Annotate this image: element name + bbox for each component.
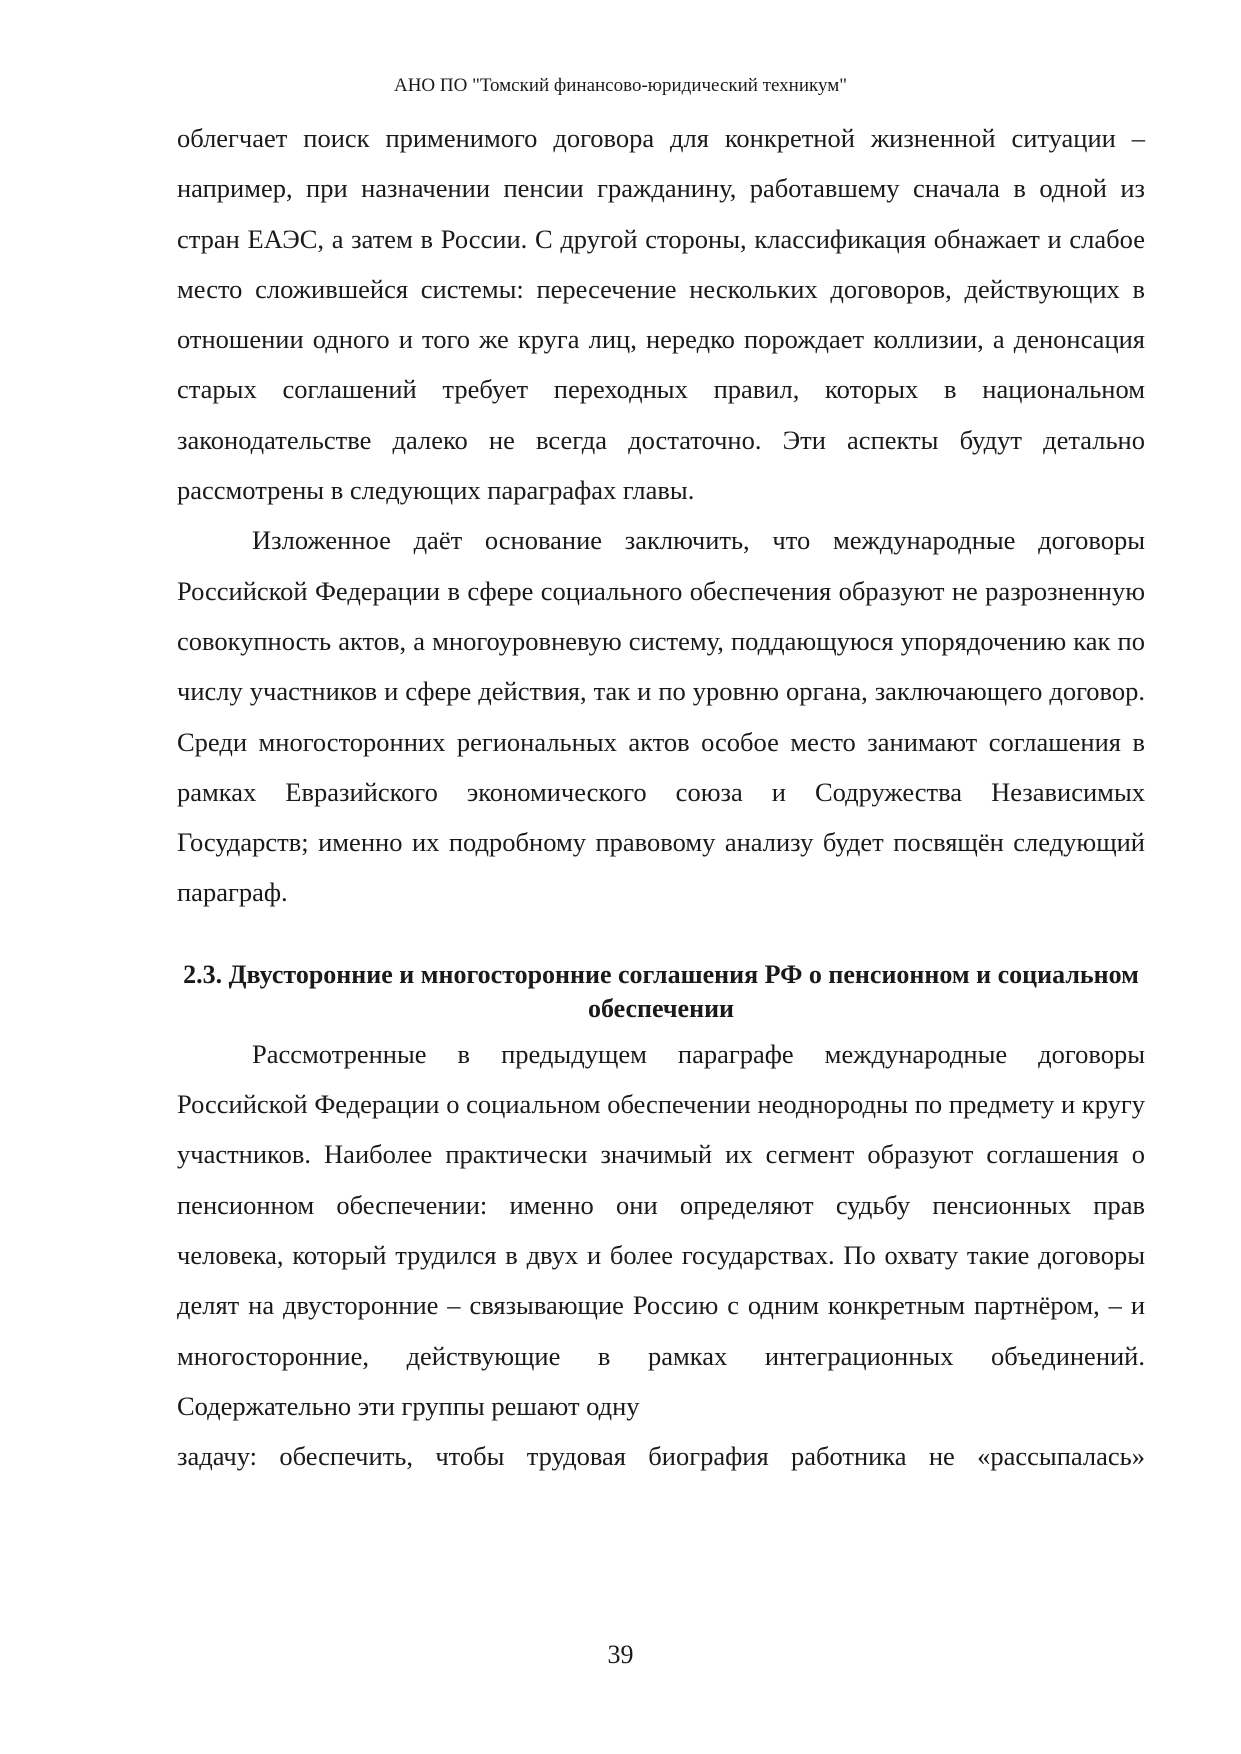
- body-paragraph-continued: задачу: обеспечить, чтобы трудовая биография работника не «рассыпалась»: [177, 1441, 1145, 1472]
- body-paragraph: облегчает поиск применимого договора для конкретной жизненной ситуации – например, при назначении пенсии гражданину, работавшему сначала в одной из стран ЕАЭС, а затем в России. С другой стороны, классификация обнажает и слабое место сложившейся системы: пересечение нескольких договоров, действующих в отношении одного и того же круга лиц, нередко порождает коллизии, а денонсация старых соглашений требует переходных правил, которых в национальном законодательстве далеко не всегда достаточно. Эти аспекты будут детально рассмотрены в следующих параграфах главы.: [177, 123, 1145, 506]
- page-number: 39: [607, 1640, 634, 1669]
- running-header: АНО ПО "Томский финансово-юридический техникум": [393, 75, 848, 96]
- section-heading: 2.3. Двусторонние и многосторонние соглашения РФ о пенсионном и социальном обеспечении: [183, 959, 1139, 1023]
- body-paragraph: Изложенное даёт основание заключить, что международные договоры Российской Федерации в сфере социального обеспечения образуют не разрозненную совокупность актов, а многоуровневую систему, поддающуюся упорядочению как по числу участников и сфере действия, так и по уровню органа, заключающего договор. Среди многосторонних региональных актов особое место занимают соглашения в рамках Евразийского экономического союза и Содружества Независимых Государств; именно их подробному правовому анализу будет посвящён следующий параграф.: [177, 525, 1145, 908]
- page-body: [177, 113, 1145, 1481]
- body-paragraph: Рассмотренные в предыдущем параграфе международные договоры Российской Федерации о социальном обеспечении неоднородны по предмету и кругу участников. Наиболее практически значимый их сегмент образуют соглашения о пенсионном обеспечении: именно они определяют судьбу пенсионных прав человека, который трудился в двух и более государствах. По охвату такие договоры делят на двусторонние – связывающие Россию с одним конкретным партнёром, – и многосторонние, действующие в рамках интеграционных объединений. Содержательно эти группы решают одну: [177, 1038, 1145, 1421]
